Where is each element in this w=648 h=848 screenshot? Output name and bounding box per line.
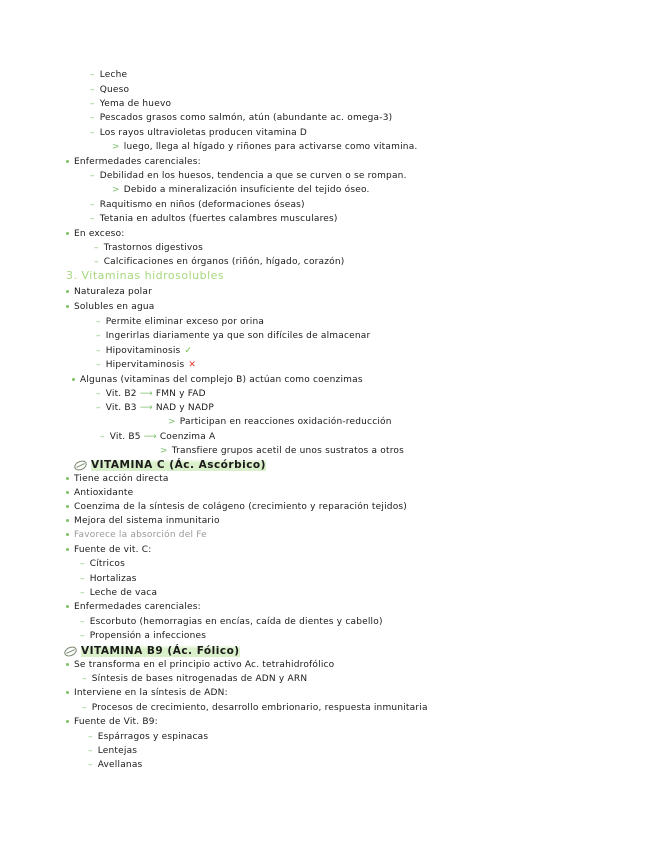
list-item: Tiene acción directa — [66, 473, 169, 485]
chevron-right-icon: > — [160, 446, 168, 456]
dash-icon: – — [90, 128, 95, 138]
bullet-icon — [66, 533, 69, 536]
bullet-icon — [66, 232, 69, 235]
list-item: Fuente de vit. C: — [66, 544, 151, 556]
dash-icon: – — [90, 70, 95, 80]
list-item: Fuente de Vit. B9: — [66, 716, 158, 728]
dash-icon: – — [100, 432, 105, 442]
list-item: – Los rayos ultravioletas producen vitamina D — [90, 128, 308, 138]
check-icon: ✓ — [184, 346, 193, 356]
list-item: Solubles en agua — [66, 301, 154, 313]
list-item: – Escorbuto (hemorragias en encías, caída de dientes y cabello) — [80, 617, 383, 627]
dash-icon: – — [90, 99, 95, 109]
list-item: – Debilidad en los huesos, tendencia a que se curven o se rompan. — [90, 171, 407, 181]
list-item: – Ingerirlas diariamente ya que son difíciles de almacenar — [96, 331, 371, 341]
dash-icon: – — [80, 588, 85, 598]
dash-icon: – — [96, 346, 101, 356]
list-item: – Hortalizas — [80, 574, 137, 584]
leaf-icon — [63, 644, 79, 658]
list-item: Coenzima de la síntesis de colágeno (crecimiento y reparación tejidos) — [66, 501, 407, 513]
bullet-icon — [66, 720, 69, 723]
list-item: > Debido a mineralización insuficiente del tejido óseo. — [112, 185, 370, 195]
list-item: – Cítricos — [80, 559, 125, 569]
bullet-icon — [66, 160, 69, 163]
list-item: – Lentejas — [88, 746, 138, 756]
list-item: – Procesos de crecimiento, desarrollo embrionario, respuesta inmunitaria — [82, 703, 428, 713]
list-item: – Avellanas — [88, 760, 143, 770]
list-item: – Calcificaciones en órganos (riñón, hígado, corazón) — [94, 257, 345, 267]
list-item: – Raquitismo en niños (deformaciones óseas) — [90, 200, 305, 210]
list-item: > Participan en reacciones oxidación-reducción — [168, 417, 392, 427]
dash-icon: – — [96, 360, 101, 370]
list-item: – Tetania en adultos (fuertes calambres musculares) — [90, 214, 338, 224]
dash-icon: – — [80, 631, 85, 641]
dash-icon: – — [96, 331, 101, 341]
list-item: – Síntesis de bases nitrogenadas de ADN y ARN — [82, 674, 308, 684]
bullet-icon — [66, 491, 69, 494]
vitamin-b9-heading: VITAMINA B9 (Ác. Fólico) — [62, 644, 244, 658]
dash-icon: – — [90, 171, 95, 181]
section-title: 3. Vitaminas hidrosolubles — [66, 269, 225, 282]
dash-icon: – — [90, 200, 95, 210]
list-item: – Permite eliminar exceso por orina — [96, 317, 265, 327]
dash-icon: – — [90, 113, 95, 123]
dash-icon: – — [94, 243, 99, 253]
dash-icon: – — [90, 214, 95, 224]
list-item: Naturaleza polar — [66, 286, 152, 298]
dash-icon: – — [80, 574, 85, 584]
dash-icon: – — [82, 674, 87, 684]
leaf-icon — [73, 458, 89, 472]
list-item: – Espárragos y espinacas — [88, 732, 209, 742]
dash-icon: – — [82, 703, 87, 713]
chevron-right-icon: > — [112, 185, 120, 195]
dash-icon: – — [80, 559, 85, 569]
list-item: Algunas (vitaminas del complejo B) actúan como coenzimas — [72, 374, 363, 386]
bullet-icon — [66, 548, 69, 551]
bullet-icon — [66, 477, 69, 480]
bullet-icon — [66, 505, 69, 508]
dash-icon: – — [96, 403, 101, 413]
bullet-icon — [66, 519, 69, 522]
bullet-icon — [66, 663, 69, 666]
dash-icon: – — [96, 389, 101, 399]
list-item: Mejora del sistema inmunitario — [66, 515, 220, 527]
dash-icon: – — [88, 746, 93, 756]
list-item: – Queso — [90, 85, 130, 95]
list-item: Enfermedades carenciales: — [66, 601, 201, 613]
arrow-right-icon: ⟶ — [139, 389, 153, 399]
list-item: – Vit. B5 ⟶ Coenzima A — [100, 432, 216, 442]
bullet-icon — [66, 290, 69, 293]
dash-icon: – — [88, 732, 93, 742]
chevron-right-icon: > — [112, 142, 120, 152]
dash-icon: – — [90, 85, 95, 95]
bullet-icon — [66, 305, 69, 308]
list-item: Enfermedades carenciales: — [66, 156, 201, 168]
list-item: – Leche — [90, 70, 128, 80]
list-item: Interviene en la síntesis de ADN: — [66, 687, 228, 699]
dash-icon: – — [80, 617, 85, 627]
list-item: > Transfiere grupos acetil de unos sustratos a otros — [160, 446, 405, 456]
list-item: Favorece la absorción del Fe — [66, 529, 207, 541]
list-item: – Pescados grasos como salmón, atún (abundante ac. omega-3) — [90, 113, 393, 123]
list-item: > luego, llega al hígado y riñones para activarse como vitamina. — [112, 142, 418, 152]
dash-icon: – — [94, 257, 99, 267]
bullet-icon — [66, 605, 69, 608]
list-item: – Propensión a infecciones — [80, 631, 207, 641]
vitamin-c-heading: VITAMINA C (Ác. Ascórbico) — [72, 458, 270, 472]
dash-icon: – — [96, 317, 101, 327]
list-item: – Vit. B2 ⟶ FMN y FAD — [96, 389, 206, 399]
list-item: – Yema de huevo — [90, 99, 172, 109]
bullet-icon — [66, 691, 69, 694]
cross-icon: ✕ — [188, 360, 197, 370]
list-item: Antioxidante — [66, 487, 133, 499]
list-item: – Hipervitaminosis ✕ — [96, 360, 197, 370]
list-item: En exceso: — [66, 228, 125, 240]
list-item: – Trastornos digestivos — [94, 243, 204, 253]
list-item: – Leche de vaca — [80, 588, 158, 598]
list-item: Se transforma en el principio activo Ac. tetrahidrofólico — [66, 659, 334, 671]
dash-icon: – — [88, 760, 93, 770]
arrow-right-icon: ⟶ — [139, 403, 153, 413]
bullet-icon — [72, 378, 75, 381]
chevron-right-icon: > — [168, 417, 176, 427]
list-item: – Hipovitaminosis ✓ — [96, 346, 193, 356]
list-item: – Vit. B3 ⟶ NAD y NADP — [96, 403, 214, 413]
arrow-right-icon: ⟶ — [143, 432, 157, 442]
